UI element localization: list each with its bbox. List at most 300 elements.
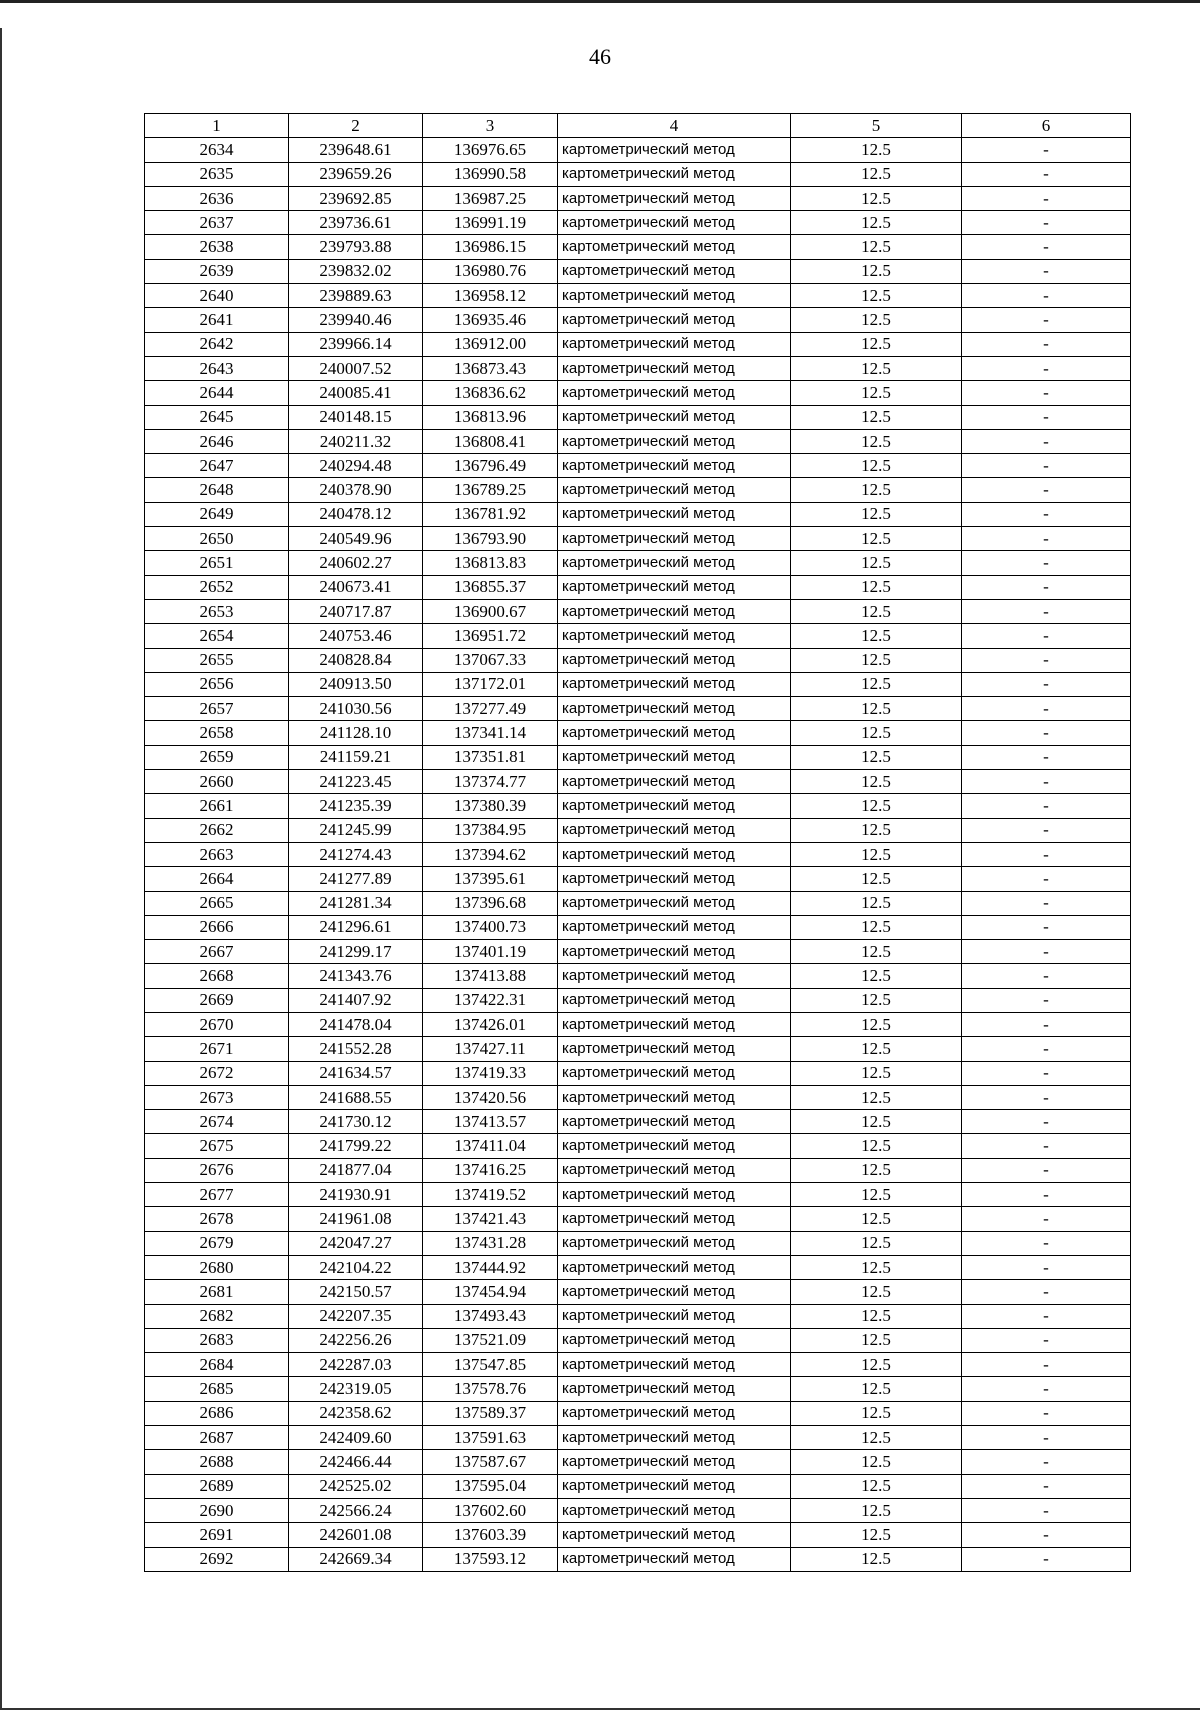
accuracy-cell: 12.5 — [791, 770, 962, 794]
y-coordinate-cell: 136900.67 — [423, 599, 558, 623]
method-cell: картометрический метод — [558, 1061, 791, 1085]
table-row — [145, 1085, 1131, 1109]
method-cell: картометрический метод — [558, 551, 791, 575]
accuracy-cell: 12.5 — [791, 575, 962, 599]
x-coordinate-cell: 242525.02 — [289, 1474, 423, 1498]
x-coordinate-cell: 242409.60 — [289, 1426, 423, 1450]
accuracy-cell: 12.5 — [791, 356, 962, 380]
y-coordinate-cell: 137521.09 — [423, 1328, 558, 1352]
x-coordinate-cell: 241634.57 — [289, 1061, 423, 1085]
y-coordinate-cell: 136873.43 — [423, 356, 558, 380]
point-number-cell: 2648 — [145, 478, 289, 502]
point-number-cell: 2675 — [145, 1134, 289, 1158]
x-coordinate-cell: 242207.35 — [289, 1304, 423, 1328]
point-number-cell: 2662 — [145, 818, 289, 842]
note-cell: - — [962, 381, 1131, 405]
point-number-cell: 2638 — [145, 235, 289, 259]
accuracy-cell: 12.5 — [791, 818, 962, 842]
note-cell: - — [962, 1377, 1131, 1401]
note-cell: - — [962, 1498, 1131, 1522]
method-cell: картометрический метод — [558, 1474, 791, 1498]
method-cell: картометрический метод — [558, 162, 791, 186]
accuracy-cell: 12.5 — [791, 842, 962, 866]
accuracy-cell: 12.5 — [791, 1353, 962, 1377]
x-coordinate-cell: 241245.99 — [289, 818, 423, 842]
point-number-cell: 2634 — [145, 138, 289, 162]
method-cell: картометрический метод — [558, 697, 791, 721]
accuracy-cell: 12.5 — [791, 429, 962, 453]
point-number-cell: 2651 — [145, 551, 289, 575]
x-coordinate-cell: 240828.84 — [289, 648, 423, 672]
accuracy-cell: 12.5 — [791, 405, 962, 429]
note-cell: - — [962, 1037, 1131, 1061]
table-row — [145, 502, 1131, 526]
note-cell: - — [962, 672, 1131, 696]
x-coordinate-cell: 240753.46 — [289, 624, 423, 648]
table-row — [145, 429, 1131, 453]
accuracy-cell: 12.5 — [791, 186, 962, 210]
method-cell: картометрический метод — [558, 405, 791, 429]
note-cell: - — [962, 308, 1131, 332]
accuracy-cell: 12.5 — [791, 1304, 962, 1328]
accuracy-cell: 12.5 — [791, 1523, 962, 1547]
point-number-cell: 2658 — [145, 721, 289, 745]
y-coordinate-cell: 137593.12 — [423, 1547, 558, 1571]
accuracy-cell: 12.5 — [791, 648, 962, 672]
y-coordinate-cell: 137426.01 — [423, 1012, 558, 1036]
method-cell: картометрический метод — [558, 1450, 791, 1474]
point-number-cell: 2644 — [145, 381, 289, 405]
note-cell: - — [962, 1207, 1131, 1231]
table-header-row — [145, 114, 1131, 138]
point-number-cell: 2677 — [145, 1183, 289, 1207]
table-row — [145, 818, 1131, 842]
table-row — [145, 138, 1131, 162]
accuracy-cell: 12.5 — [791, 915, 962, 939]
point-number-cell: 2691 — [145, 1523, 289, 1547]
coordinates-table — [144, 113, 1131, 1572]
method-cell: картометрический метод — [558, 308, 791, 332]
method-cell: картометрический метод — [558, 1183, 791, 1207]
point-number-cell: 2685 — [145, 1377, 289, 1401]
x-coordinate-cell: 241343.76 — [289, 964, 423, 988]
point-number-cell: 2674 — [145, 1110, 289, 1134]
accuracy-cell: 12.5 — [791, 1450, 962, 1474]
accuracy-cell: 12.5 — [791, 1377, 962, 1401]
accuracy-cell: 12.5 — [791, 502, 962, 526]
x-coordinate-cell: 242256.26 — [289, 1328, 423, 1352]
column-header: 2 — [289, 114, 423, 138]
point-number-cell: 2637 — [145, 211, 289, 235]
y-coordinate-cell: 136990.58 — [423, 162, 558, 186]
table-row — [145, 988, 1131, 1012]
method-cell: картометрический метод — [558, 1231, 791, 1255]
accuracy-cell: 12.5 — [791, 259, 962, 283]
method-cell: картометрический метод — [558, 356, 791, 380]
y-coordinate-cell: 136796.49 — [423, 454, 558, 478]
note-cell: - — [962, 1474, 1131, 1498]
point-number-cell: 2666 — [145, 915, 289, 939]
table-row — [145, 1012, 1131, 1036]
y-coordinate-cell: 137454.94 — [423, 1280, 558, 1304]
note-cell: - — [962, 648, 1131, 672]
y-coordinate-cell: 137416.25 — [423, 1158, 558, 1182]
x-coordinate-cell: 242319.05 — [289, 1377, 423, 1401]
column-header: 1 — [145, 114, 289, 138]
method-cell: картометрический метод — [558, 478, 791, 502]
table-row — [145, 186, 1131, 210]
y-coordinate-cell: 136808.41 — [423, 429, 558, 453]
table-row — [145, 332, 1131, 356]
x-coordinate-cell: 241688.55 — [289, 1085, 423, 1109]
x-coordinate-cell: 242466.44 — [289, 1450, 423, 1474]
table-row — [145, 308, 1131, 332]
point-number-cell: 2679 — [145, 1231, 289, 1255]
method-cell: картометрический метод — [558, 527, 791, 551]
table-row — [145, 624, 1131, 648]
method-cell: картометрический метод — [558, 259, 791, 283]
table-row — [145, 1134, 1131, 1158]
note-cell: - — [962, 1426, 1131, 1450]
method-cell: картометрический метод — [558, 1353, 791, 1377]
table-row — [145, 478, 1131, 502]
method-cell: картометрический метод — [558, 211, 791, 235]
x-coordinate-cell: 242047.27 — [289, 1231, 423, 1255]
note-cell: - — [962, 551, 1131, 575]
y-coordinate-cell: 136980.76 — [423, 259, 558, 283]
y-coordinate-cell: 137172.01 — [423, 672, 558, 696]
accuracy-cell: 12.5 — [791, 1134, 962, 1158]
accuracy-cell: 12.5 — [791, 1255, 962, 1279]
note-cell: - — [962, 964, 1131, 988]
method-cell: картометрический метод — [558, 915, 791, 939]
note-cell: - — [962, 988, 1131, 1012]
method-cell: картометрический метод — [558, 988, 791, 1012]
table-row — [145, 454, 1131, 478]
point-number-cell: 2673 — [145, 1085, 289, 1109]
table-row — [145, 794, 1131, 818]
point-number-cell: 2690 — [145, 1498, 289, 1522]
note-cell: - — [962, 1280, 1131, 1304]
point-number-cell: 2668 — [145, 964, 289, 988]
note-cell: - — [962, 1110, 1131, 1134]
point-number-cell: 2661 — [145, 794, 289, 818]
note-cell: - — [962, 575, 1131, 599]
accuracy-cell: 12.5 — [791, 940, 962, 964]
note-cell: - — [962, 138, 1131, 162]
accuracy-cell: 12.5 — [791, 1231, 962, 1255]
method-cell: картометрический метод — [558, 1304, 791, 1328]
accuracy-cell: 12.5 — [791, 745, 962, 769]
x-coordinate-cell: 242566.24 — [289, 1498, 423, 1522]
y-coordinate-cell: 136789.25 — [423, 478, 558, 502]
point-number-cell: 2650 — [145, 527, 289, 551]
accuracy-cell: 12.5 — [791, 697, 962, 721]
y-coordinate-cell: 137595.04 — [423, 1474, 558, 1498]
method-cell: картометрический метод — [558, 1426, 791, 1450]
method-cell: картометрический метод — [558, 721, 791, 745]
accuracy-cell: 12.5 — [791, 478, 962, 502]
y-coordinate-cell: 137395.61 — [423, 867, 558, 891]
note-cell: - — [962, 624, 1131, 648]
point-number-cell: 2643 — [145, 356, 289, 380]
table-body — [145, 138, 1131, 1572]
x-coordinate-cell: 241296.61 — [289, 915, 423, 939]
y-coordinate-cell: 137341.14 — [423, 721, 558, 745]
point-number-cell: 2647 — [145, 454, 289, 478]
x-coordinate-cell: 239940.46 — [289, 308, 423, 332]
x-coordinate-cell: 241277.89 — [289, 867, 423, 891]
note-cell: - — [962, 259, 1131, 283]
method-cell: картометрический метод — [558, 794, 791, 818]
table-row — [145, 1401, 1131, 1425]
x-coordinate-cell: 242104.22 — [289, 1255, 423, 1279]
method-cell: картометрический метод — [558, 429, 791, 453]
x-coordinate-cell: 240378.90 — [289, 478, 423, 502]
table-row — [145, 1426, 1131, 1450]
note-cell: - — [962, 891, 1131, 915]
point-number-cell: 2653 — [145, 599, 289, 623]
y-coordinate-cell: 136976.65 — [423, 138, 558, 162]
table-row — [145, 1183, 1131, 1207]
method-cell: картометрический метод — [558, 1037, 791, 1061]
y-coordinate-cell: 137547.85 — [423, 1353, 558, 1377]
table-row — [145, 770, 1131, 794]
accuracy-cell: 12.5 — [791, 624, 962, 648]
y-coordinate-cell: 136935.46 — [423, 308, 558, 332]
note-cell: - — [962, 1134, 1131, 1158]
accuracy-cell: 12.5 — [791, 1426, 962, 1450]
table-row — [145, 891, 1131, 915]
note-cell: - — [962, 211, 1131, 235]
point-number-cell: 2669 — [145, 988, 289, 1012]
y-coordinate-cell: 136813.96 — [423, 405, 558, 429]
note-cell: - — [962, 405, 1131, 429]
x-coordinate-cell: 240673.41 — [289, 575, 423, 599]
y-coordinate-cell: 137351.81 — [423, 745, 558, 769]
note-cell: - — [962, 940, 1131, 964]
accuracy-cell: 12.5 — [791, 284, 962, 308]
point-number-cell: 2660 — [145, 770, 289, 794]
point-number-cell: 2655 — [145, 648, 289, 672]
x-coordinate-cell: 240294.48 — [289, 454, 423, 478]
y-coordinate-cell: 137420.56 — [423, 1085, 558, 1109]
note-cell: - — [962, 1450, 1131, 1474]
column-header: 4 — [558, 114, 791, 138]
method-cell: картометрический метод — [558, 1134, 791, 1158]
method-cell: картометрический метод — [558, 454, 791, 478]
table-row — [145, 1280, 1131, 1304]
table-row — [145, 745, 1131, 769]
accuracy-cell: 12.5 — [791, 454, 962, 478]
point-number-cell: 2635 — [145, 162, 289, 186]
y-coordinate-cell: 136793.90 — [423, 527, 558, 551]
accuracy-cell: 12.5 — [791, 1498, 962, 1522]
accuracy-cell: 12.5 — [791, 235, 962, 259]
x-coordinate-cell: 242150.57 — [289, 1280, 423, 1304]
note-cell: - — [962, 1255, 1131, 1279]
note-cell: - — [962, 1353, 1131, 1377]
y-coordinate-cell: 137400.73 — [423, 915, 558, 939]
accuracy-cell: 12.5 — [791, 964, 962, 988]
method-cell: картометрический метод — [558, 842, 791, 866]
x-coordinate-cell: 241407.92 — [289, 988, 423, 1012]
method-cell: картометрический метод — [558, 1255, 791, 1279]
page-number: 46 — [589, 44, 611, 69]
point-number-cell: 2683 — [145, 1328, 289, 1352]
column-header: 5 — [791, 114, 962, 138]
note-cell: - — [962, 1158, 1131, 1182]
note-cell: - — [962, 332, 1131, 356]
y-coordinate-cell: 137394.62 — [423, 842, 558, 866]
table-row — [145, 1450, 1131, 1474]
y-coordinate-cell: 137589.37 — [423, 1401, 558, 1425]
note-cell: - — [962, 1328, 1131, 1352]
method-cell: картометрический метод — [558, 332, 791, 356]
note-cell: - — [962, 1547, 1131, 1571]
method-cell: картометрический метод — [558, 284, 791, 308]
note-cell: - — [962, 1231, 1131, 1255]
note-cell: - — [962, 1401, 1131, 1425]
point-number-cell: 2667 — [145, 940, 289, 964]
page-left-edge — [0, 28, 2, 1708]
point-number-cell: 2687 — [145, 1426, 289, 1450]
accuracy-cell: 12.5 — [791, 308, 962, 332]
y-coordinate-cell: 137277.49 — [423, 697, 558, 721]
table-row — [145, 1474, 1131, 1498]
point-number-cell: 2682 — [145, 1304, 289, 1328]
method-cell: картометрический метод — [558, 1498, 791, 1522]
table-row — [145, 235, 1131, 259]
note-cell: - — [962, 599, 1131, 623]
y-coordinate-cell: 137067.33 — [423, 648, 558, 672]
accuracy-cell: 12.5 — [791, 1474, 962, 1498]
table-row — [145, 527, 1131, 551]
x-coordinate-cell: 241030.56 — [289, 697, 423, 721]
note-cell: - — [962, 1183, 1131, 1207]
x-coordinate-cell: 239648.61 — [289, 138, 423, 162]
table-row — [145, 575, 1131, 599]
x-coordinate-cell: 240478.12 — [289, 502, 423, 526]
note-cell: - — [962, 284, 1131, 308]
x-coordinate-cell: 241128.10 — [289, 721, 423, 745]
table-row — [145, 284, 1131, 308]
accuracy-cell: 12.5 — [791, 1183, 962, 1207]
point-number-cell: 2688 — [145, 1450, 289, 1474]
table-row — [145, 1255, 1131, 1279]
column-header: 3 — [423, 114, 558, 138]
x-coordinate-cell: 240549.96 — [289, 527, 423, 551]
table-row — [145, 697, 1131, 721]
x-coordinate-cell: 239832.02 — [289, 259, 423, 283]
x-coordinate-cell: 241799.22 — [289, 1134, 423, 1158]
method-cell: картометрический метод — [558, 1547, 791, 1571]
note-cell: - — [962, 842, 1131, 866]
point-number-cell: 2646 — [145, 429, 289, 453]
point-number-cell: 2665 — [145, 891, 289, 915]
table-row — [145, 915, 1131, 939]
accuracy-cell: 12.5 — [791, 599, 962, 623]
y-coordinate-cell: 137384.95 — [423, 818, 558, 842]
point-number-cell: 2692 — [145, 1547, 289, 1571]
y-coordinate-cell: 137493.43 — [423, 1304, 558, 1328]
method-cell: картометрический метод — [558, 1280, 791, 1304]
method-cell: картометрический метод — [558, 1328, 791, 1352]
x-coordinate-cell: 241281.34 — [289, 891, 423, 915]
x-coordinate-cell: 240717.87 — [289, 599, 423, 623]
note-cell: - — [962, 356, 1131, 380]
method-cell: картометрический метод — [558, 624, 791, 648]
y-coordinate-cell: 136813.83 — [423, 551, 558, 575]
x-coordinate-cell: 239736.61 — [289, 211, 423, 235]
accuracy-cell: 12.5 — [791, 1207, 962, 1231]
table-row — [145, 1231, 1131, 1255]
point-number-cell: 2684 — [145, 1353, 289, 1377]
table-row — [145, 599, 1131, 623]
table-row — [145, 1547, 1131, 1571]
accuracy-cell: 12.5 — [791, 551, 962, 575]
note-cell: - — [962, 697, 1131, 721]
y-coordinate-cell: 136986.15 — [423, 235, 558, 259]
method-cell: картометрический метод — [558, 381, 791, 405]
x-coordinate-cell: 240211.32 — [289, 429, 423, 453]
method-cell: картометрический метод — [558, 138, 791, 162]
point-number-cell: 2681 — [145, 1280, 289, 1304]
accuracy-cell: 12.5 — [791, 162, 962, 186]
y-coordinate-cell: 137578.76 — [423, 1377, 558, 1401]
table-row — [145, 1377, 1131, 1401]
table-row — [145, 842, 1131, 866]
point-number-cell: 2680 — [145, 1255, 289, 1279]
accuracy-cell: 12.5 — [791, 138, 962, 162]
table-row — [145, 964, 1131, 988]
point-number-cell: 2652 — [145, 575, 289, 599]
y-coordinate-cell: 136781.92 — [423, 502, 558, 526]
note-cell: - — [962, 721, 1131, 745]
accuracy-cell: 12.5 — [791, 1547, 962, 1571]
x-coordinate-cell: 239966.14 — [289, 332, 423, 356]
accuracy-cell: 12.5 — [791, 1012, 962, 1036]
x-coordinate-cell: 242287.03 — [289, 1353, 423, 1377]
method-cell: картометрический метод — [558, 1012, 791, 1036]
y-coordinate-cell: 136958.12 — [423, 284, 558, 308]
x-coordinate-cell: 241961.08 — [289, 1207, 423, 1231]
y-coordinate-cell: 137419.33 — [423, 1061, 558, 1085]
column-header: 6 — [962, 114, 1131, 138]
table-row — [145, 1523, 1131, 1547]
point-number-cell: 2686 — [145, 1401, 289, 1425]
method-cell: картометрический метод — [558, 575, 791, 599]
point-number-cell: 2639 — [145, 259, 289, 283]
table-row — [145, 381, 1131, 405]
note-cell: - — [962, 915, 1131, 939]
x-coordinate-cell: 242358.62 — [289, 1401, 423, 1425]
note-cell: - — [962, 478, 1131, 502]
method-cell: картометрический метод — [558, 1401, 791, 1425]
method-cell: картометрический метод — [558, 1207, 791, 1231]
method-cell: картометрический метод — [558, 672, 791, 696]
note-cell: - — [962, 502, 1131, 526]
note-cell: - — [962, 162, 1131, 186]
note-cell: - — [962, 1012, 1131, 1036]
y-coordinate-cell: 136991.19 — [423, 211, 558, 235]
point-number-cell: 2654 — [145, 624, 289, 648]
x-coordinate-cell: 241159.21 — [289, 745, 423, 769]
y-coordinate-cell: 136951.72 — [423, 624, 558, 648]
table-row — [145, 721, 1131, 745]
accuracy-cell: 12.5 — [791, 672, 962, 696]
method-cell: картометрический метод — [558, 891, 791, 915]
